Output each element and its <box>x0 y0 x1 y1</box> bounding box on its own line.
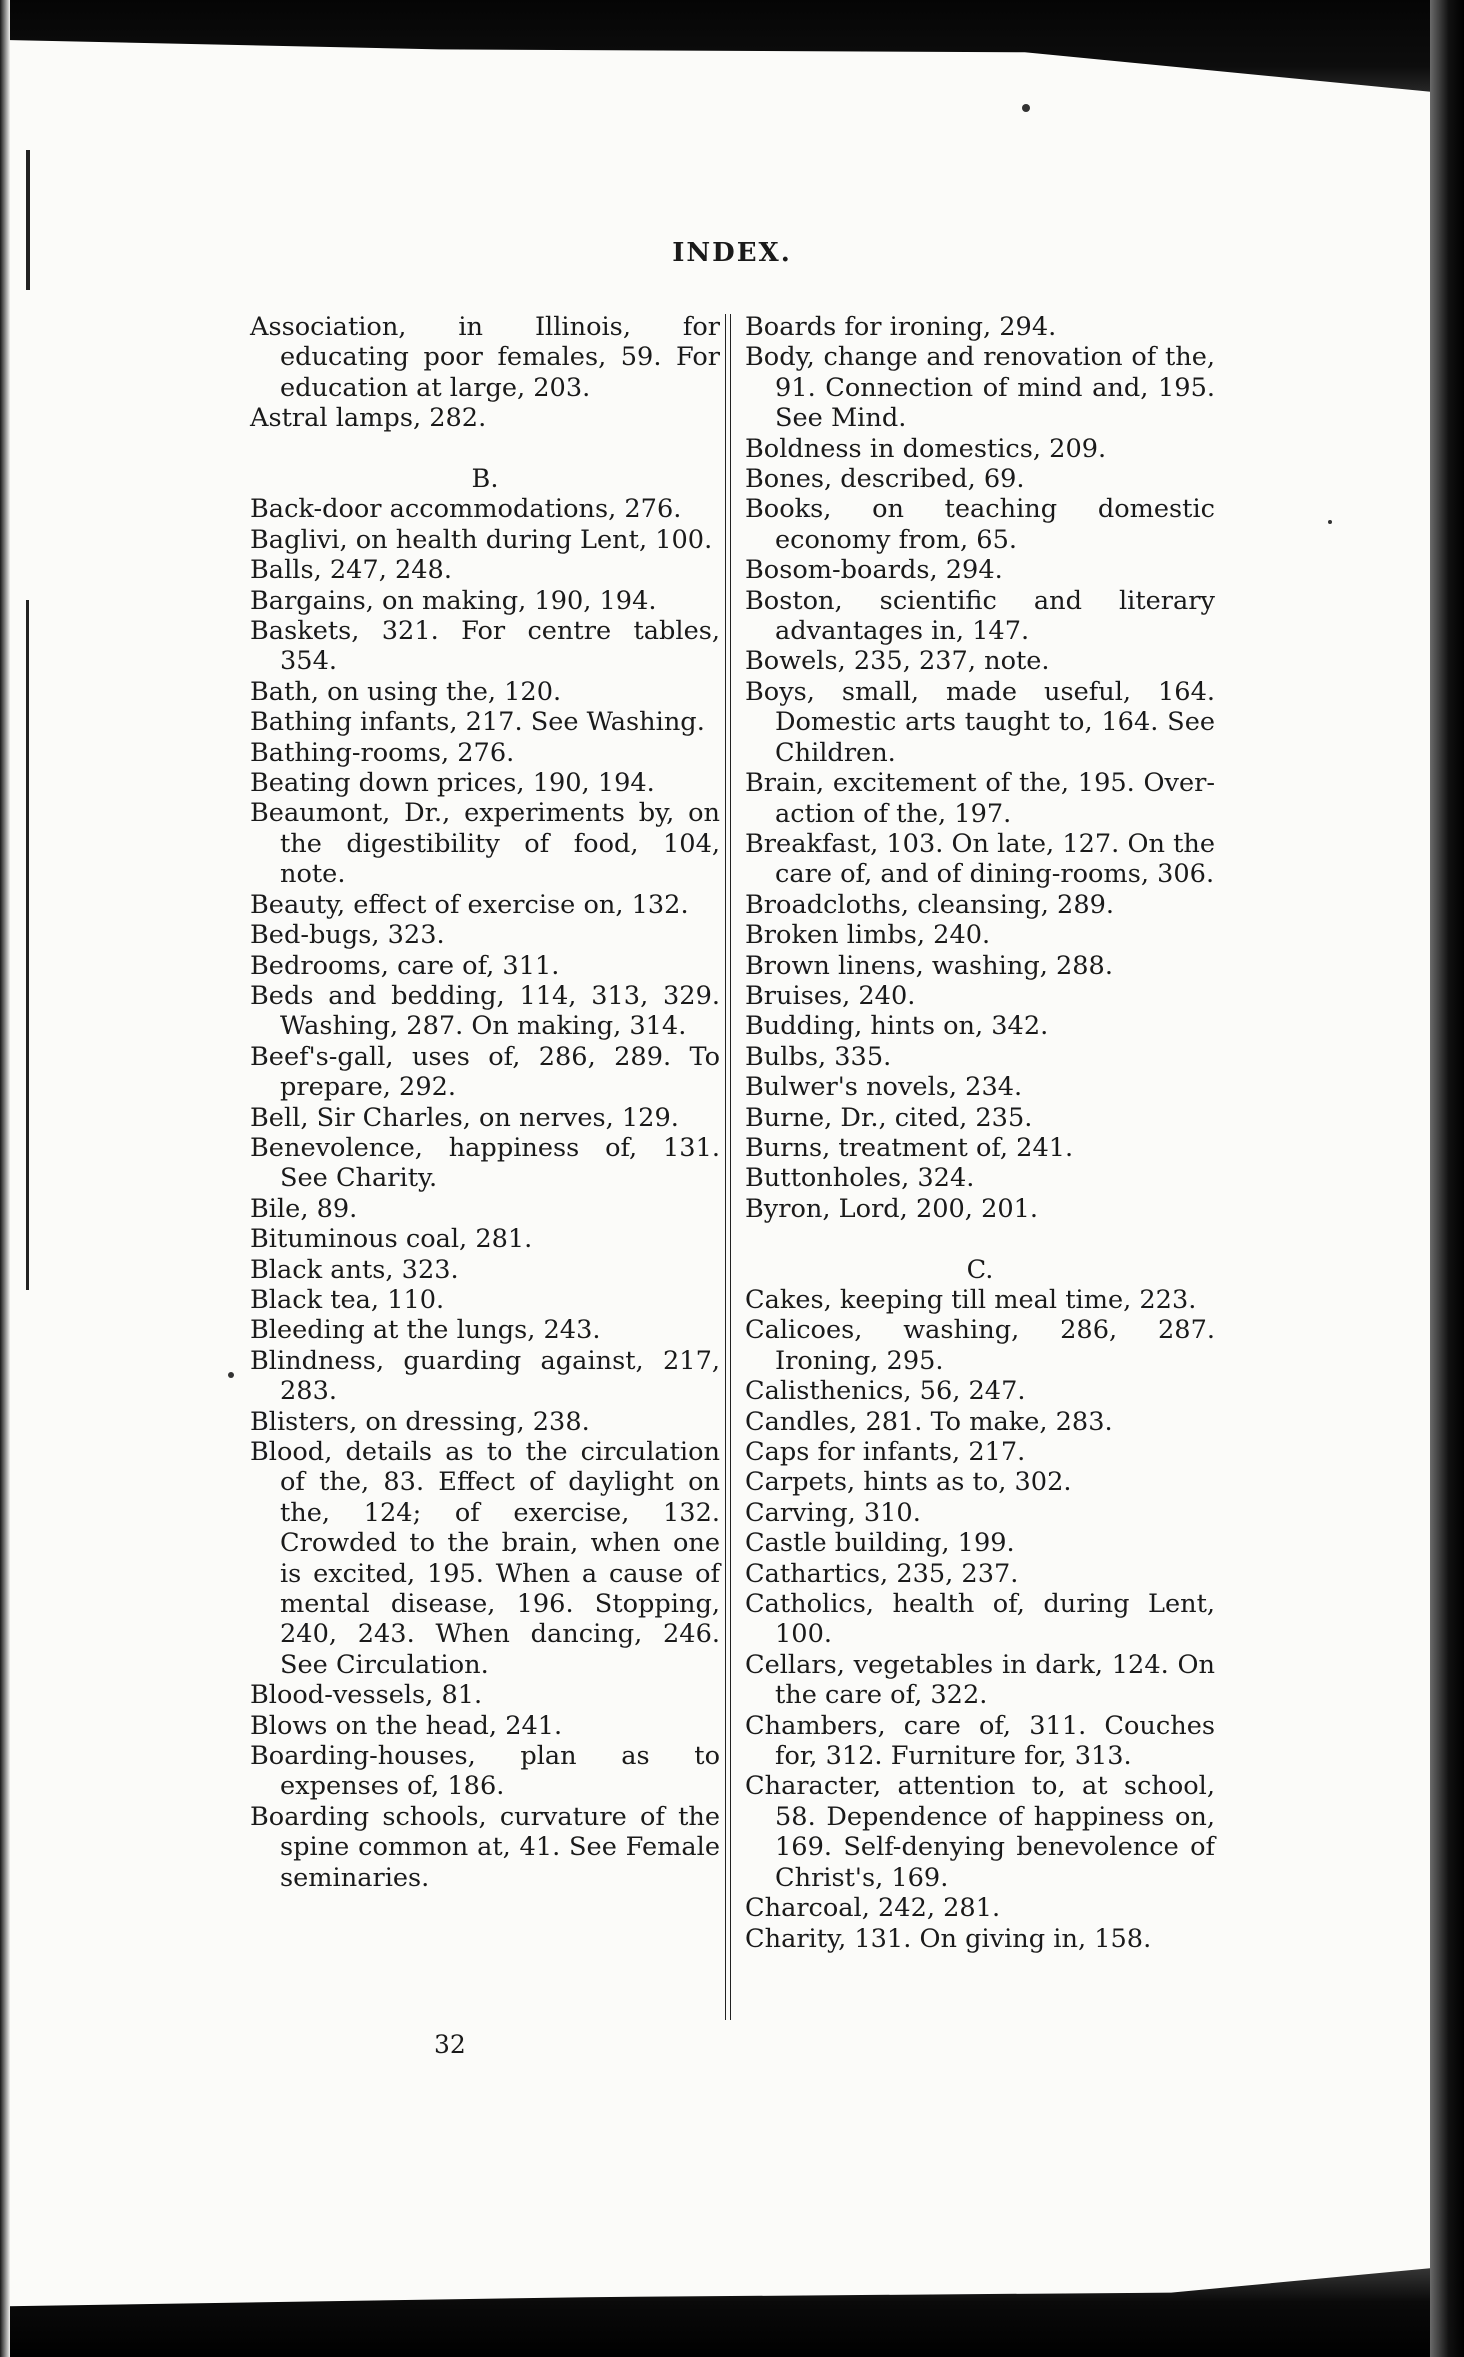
index-entry: Bed-bugs, 323. <box>250 920 445 951</box>
index-entry: Bleeding at the lungs, 243. <box>250 1315 601 1346</box>
index-entry: Balls, 247, 248. <box>250 555 452 586</box>
index-entry: Burns, treatment of, 241. <box>745 1132 1074 1163</box>
index-entry: Character, attention to, at school, 58. Dependence of happiness on, 169. Self-denying benevolence of Christ's, 169. <box>745 1771 1215 1893</box>
index-entry: Bathing-rooms, 276. <box>250 737 515 768</box>
scan-speck <box>228 1372 234 1378</box>
index-entry: Budding, hints on, 342. <box>745 1011 1049 1042</box>
index-entry: Byron, Lord, 200, 201. <box>745 1193 1039 1224</box>
index-entry: Bile, 89. <box>250 1193 358 1224</box>
index-entry: Burne, Dr., cited, 235. <box>745 1102 1033 1133</box>
index-entry: Beef's-gall, uses of, 286, 289. To prepare, 292. <box>250 1041 720 1103</box>
index-entry: Beds and bedding, 114, 313, 329. Washing, 287. On making, 314. <box>250 980 720 1042</box>
index-entry: Boldness in domestics, 209. <box>745 433 1107 464</box>
scan-speck <box>1328 520 1332 524</box>
section-letter: C. <box>966 1254 994 1285</box>
scan-edge-top <box>0 0 1464 95</box>
index-entry: Calicoes, washing, 286, 287. Ironing, 295. <box>745 1315 1215 1376</box>
index-entry: Charity, 131. On giving in, 158. <box>745 1923 1152 1954</box>
index-entry: Blows on the head, 241. <box>250 1710 563 1741</box>
index-entry: Bones, described, 69. <box>745 464 1025 495</box>
index-entry: Boarding-houses, plan as to expenses of, 186. <box>250 1741 720 1802</box>
index-entry: Cellars, vegetables in dark, 124. On the care of, 322. <box>745 1649 1215 1711</box>
index-column-right <box>745 312 1215 1954</box>
index-entry: Breakfast, 103. On late, 127. On the care of, and of dining-rooms, 306. <box>745 828 1215 890</box>
column-divider <box>725 314 731 2020</box>
index-entry: Bargains, on making, 190, 194. <box>250 585 657 616</box>
scan-edge-right <box>1430 0 1464 2357</box>
index-entry: Benevolence, happiness of, 131. See Charity. <box>250 1132 720 1194</box>
index-entry: Broken limbs, 240. <box>745 920 991 951</box>
scan-edge-left <box>0 0 10 2357</box>
index-entry: Bulbs, 335. <box>745 1041 892 1072</box>
index-entry: Buttonholes, 324. <box>745 1163 975 1194</box>
index-entry: Back-door accommodations, 276. <box>250 494 682 525</box>
binding-mark <box>26 600 29 1290</box>
index-entry: Bosom-boards, 294. <box>745 555 1003 586</box>
index-entry: Black ants, 323. <box>250 1254 459 1285</box>
index-entry: Candles, 281. To make, 283. <box>745 1406 1113 1437</box>
index-entry: Boston, scientific and literary advantages in, 147. <box>745 585 1215 647</box>
index-entry: Chambers, care of, 311. Couches for, 312. Furniture for, 313. <box>745 1710 1215 1772</box>
index-entry: Broadcloths, cleansing, 289. <box>745 889 1115 920</box>
index-entry: Boys, small, made useful, 164. Domestic arts taught to, 164. See Children. <box>745 676 1215 768</box>
index-entry: Baglivi, on health during Lent, 100. <box>250 524 713 555</box>
scan-edge-bottom <box>0 2265 1464 2357</box>
scan-speck <box>1022 104 1030 112</box>
index-column-left <box>250 312 720 1893</box>
index-entry: Brown linens, washing, 288. <box>745 950 1113 981</box>
index-entry: Bedrooms, care of, 311. <box>250 950 560 981</box>
index-entry: Carpets, hints as to, 302. <box>745 1467 1072 1498</box>
index-entry: Cathartics, 235, 237. <box>745 1558 1019 1589</box>
spacer <box>745 1224 1215 1254</box>
index-entry: Boarding schools, curvature of the spine common at, 41. See Female seminaries. <box>250 1801 720 1893</box>
index-entry: Bituminous coal, 281. <box>250 1224 533 1255</box>
index-entry: Bathing infants, 217. See Washing. <box>250 707 705 738</box>
index-entry: Astral lamps, 282. <box>250 403 487 434</box>
index-entry: Charcoal, 242, 281. <box>745 1893 1001 1924</box>
binding-mark <box>26 150 30 290</box>
index-entry: Bowels, 235, 237, note. <box>745 646 1050 677</box>
index-entry: Blindness, guarding against, 217, 283. <box>250 1345 720 1407</box>
index-entry: Bulwer's novels, 234. <box>745 1072 1023 1103</box>
index-entry: Carving, 310. <box>745 1497 921 1528</box>
index-entry: Baskets, 321. For centre tables, 354. <box>250 616 720 677</box>
index-entry: Cakes, keeping till meal time, 223. <box>745 1284 1197 1315</box>
page-title: INDEX. <box>672 238 792 268</box>
index-entry: Body, change and renovation of the, 91. Connection of mind and, 195. See Mind. <box>745 342 1215 434</box>
index-entry: Blisters, on dressing, 238. <box>250 1406 590 1437</box>
index-entry: Beaumont, Dr., experiments by, on the digestibility of food, 104, note. <box>250 798 720 890</box>
index-entry: Blood, details as to the circulation of the, 83. Effect of daylight on the, 124; of exercise, 132. Crowded to the brain, when one is excited, 195. When a cause of mental disease, 196. Stopping, 240, 243. When dancing, 246. See Circulation. <box>250 1437 720 1680</box>
index-entry: Books, on teaching domestic economy from, 65. <box>745 494 1215 555</box>
page-number: 32 <box>434 2030 466 2059</box>
index-entry: Calisthenics, 56, 247. <box>745 1376 1026 1407</box>
index-entry: Bath, on using the, 120. <box>250 676 562 707</box>
index-entry: Boards for ironing, 294. <box>745 312 1057 342</box>
index-entry: Black tea, 110. <box>250 1284 445 1315</box>
index-entry: Association, in Illinois, for educating poor females, 59. For education at large, 203. <box>250 312 720 403</box>
section-letter: B. <box>471 464 499 495</box>
index-entry: Bell, Sir Charles, on nerves, 129. <box>250 1102 679 1133</box>
index-entry: Beating down prices, 190, 194. <box>250 768 655 799</box>
index-entry: Catholics, health of, during Lent, 100. <box>745 1589 1215 1650</box>
index-entry: Castle building, 199. <box>745 1528 1015 1559</box>
spacer <box>250 434 720 464</box>
index-entry: Caps for infants, 217. <box>745 1437 1026 1468</box>
index-entry: Blood-vessels, 81. <box>250 1680 483 1711</box>
index-entry: Bruises, 240. <box>745 980 916 1011</box>
index-entry: Beauty, effect of exercise on, 132. <box>250 889 689 920</box>
index-entry: Brain, excitement of the, 195. Over-action of the, 197. <box>745 768 1215 829</box>
